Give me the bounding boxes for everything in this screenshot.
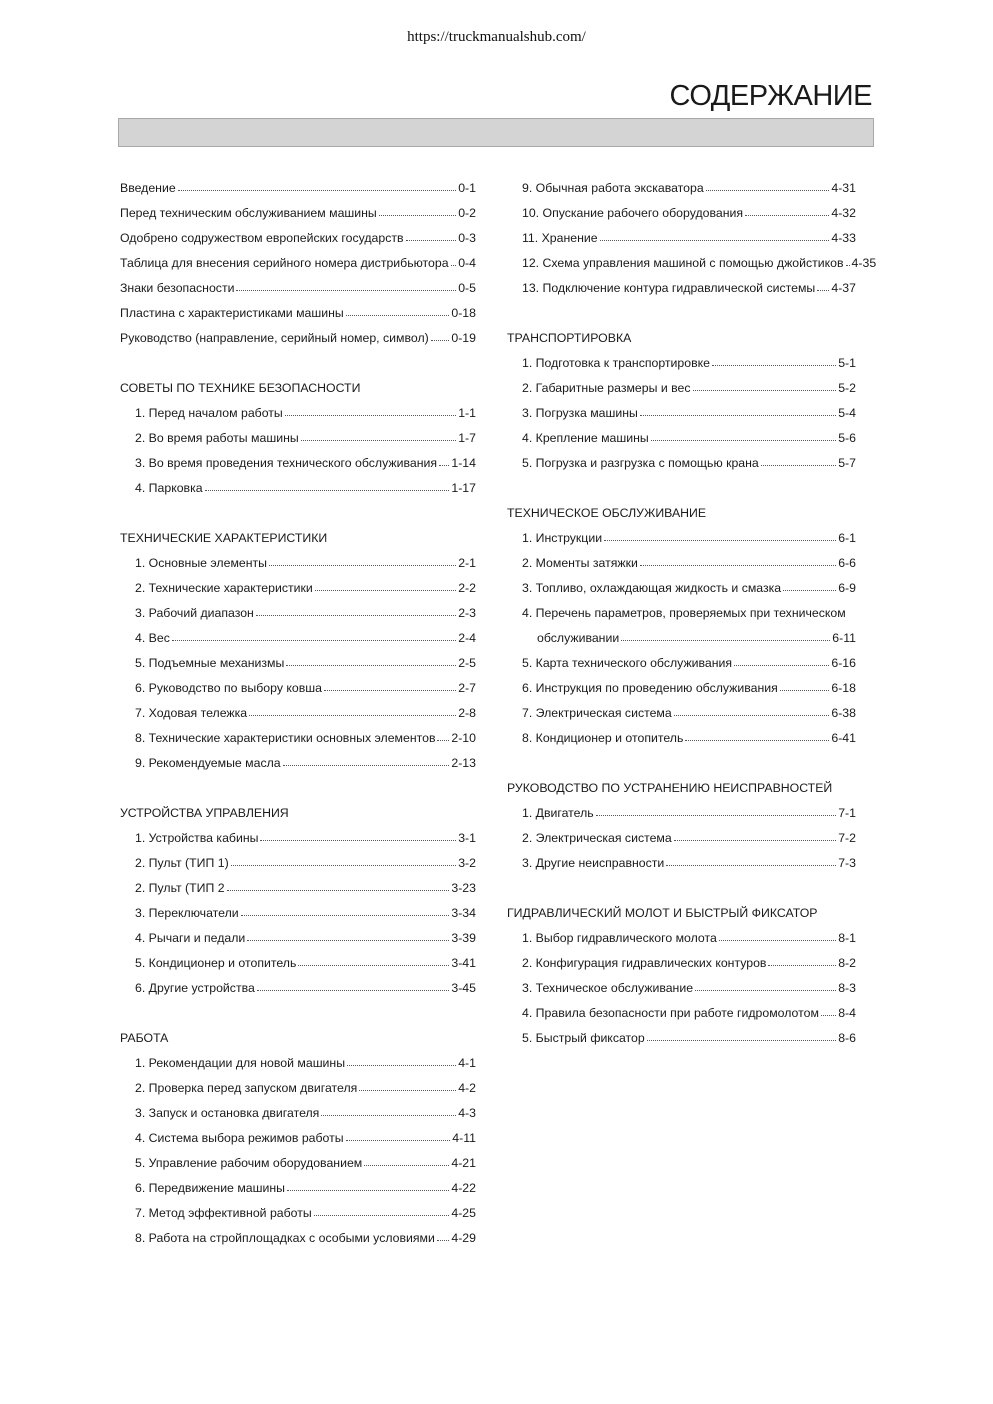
toc-entry[interactable] bbox=[507, 1001, 856, 1026]
toc-entry-label: 3. Погрузка машины bbox=[522, 406, 638, 420]
toc-page-number: 2-13 bbox=[451, 756, 476, 770]
toc-entry-label: 8. Кондиционер и отопитель bbox=[522, 731, 684, 745]
toc-page-number: 2-8 bbox=[458, 706, 476, 720]
toc-entry-label: Знаки безопасности bbox=[120, 281, 235, 295]
toc-entry[interactable] bbox=[507, 826, 856, 851]
toc-entry[interactable] bbox=[120, 901, 476, 926]
toc-entry-label: 4. Правила безопасности при работе гидромолотом bbox=[522, 1006, 819, 1020]
section-heading-label: ГИДРАВЛИЧЕСКИЙ МОЛОТ И БЫСТРЫЙ ФИКСАТОР bbox=[507, 906, 818, 920]
toc-page-number: 8-3 bbox=[838, 981, 856, 995]
toc-entry[interactable] bbox=[120, 876, 476, 901]
dot-leader bbox=[817, 290, 829, 291]
toc-page-number: 6-6 bbox=[838, 556, 856, 570]
toc-entry-label: 3. Запуск и остановка двигателя bbox=[135, 1106, 320, 1120]
toc-entry-label: 5. Погрузка и разгрузка с помощью крана bbox=[522, 456, 759, 470]
toc-entry[interactable] bbox=[120, 426, 476, 451]
dot-leader bbox=[761, 465, 836, 466]
toc-page-number: 4-2 bbox=[458, 1081, 476, 1095]
dot-leader bbox=[600, 240, 830, 241]
dot-leader bbox=[647, 1040, 837, 1041]
toc-entry[interactable] bbox=[507, 976, 856, 1001]
toc-entry-label: 4. Парковка bbox=[135, 481, 203, 495]
toc-page-number: 8-6 bbox=[838, 1031, 856, 1045]
toc-page-number: 3-41 bbox=[451, 956, 476, 970]
toc-entry[interactable] bbox=[120, 951, 476, 976]
toc-page-number: 5-6 bbox=[838, 431, 856, 445]
section-spacer bbox=[120, 1001, 476, 1026]
dot-leader bbox=[379, 215, 456, 216]
toc-page-number: 3-34 bbox=[451, 906, 476, 920]
toc-entry-label: 6. Передвижение машины bbox=[135, 1181, 285, 1195]
toc-entry[interactable] bbox=[120, 976, 476, 1001]
dot-leader bbox=[346, 1140, 451, 1141]
toc-entry[interactable] bbox=[507, 176, 856, 201]
dot-leader bbox=[651, 440, 836, 441]
toc-entry-label: 6. Другие устройства bbox=[135, 981, 255, 995]
dot-leader bbox=[256, 615, 456, 616]
toc-page-number: 6-9 bbox=[838, 581, 856, 595]
toc-entry[interactable] bbox=[507, 576, 856, 601]
toc-page-number: 6-1 bbox=[838, 531, 856, 545]
toc-entry[interactable] bbox=[120, 1126, 476, 1151]
toc-page-number: 8-2 bbox=[838, 956, 856, 970]
toc-entry-label: 10. Опускание рабочего оборудования bbox=[522, 206, 744, 220]
dot-leader bbox=[621, 640, 830, 641]
dot-leader bbox=[236, 290, 456, 291]
toc-entry-label: 9. Рекомендуемые масла bbox=[135, 756, 281, 770]
dot-leader bbox=[431, 340, 450, 341]
section-spacer bbox=[507, 876, 856, 901]
toc-entry-label: 2. Конфигурация гидравлических контуров bbox=[522, 956, 767, 970]
toc-entry-label: 2. Пульт (ТИП 2 bbox=[135, 881, 225, 895]
dot-leader bbox=[780, 690, 830, 691]
dot-leader bbox=[821, 1015, 836, 1016]
toc-page-number: 7-3 bbox=[838, 856, 856, 870]
section-heading-label: ТЕХНИЧЕСКОЕ ОБСЛУЖИВАНИЕ bbox=[507, 506, 707, 520]
toc-entry-label: 3. Во время проведения технического обслуживания bbox=[135, 456, 438, 470]
toc-entry[interactable] bbox=[507, 626, 856, 651]
toc-page-number: 0-19 bbox=[451, 331, 476, 345]
toc-entry-label: 4. Перечень параметров, проверяемых при техническом bbox=[522, 606, 846, 620]
dot-leader bbox=[324, 690, 456, 691]
toc-page-number: 7-1 bbox=[838, 806, 856, 820]
toc-entry-label: 1. Инструкции bbox=[522, 531, 603, 545]
toc-page-number: 2-4 bbox=[458, 631, 476, 645]
dot-leader bbox=[283, 765, 450, 766]
dot-leader bbox=[596, 815, 837, 816]
dot-leader bbox=[172, 640, 456, 641]
toc-page-number: 7-2 bbox=[838, 831, 856, 845]
dot-leader bbox=[359, 1090, 456, 1091]
dot-leader bbox=[347, 1065, 456, 1066]
toc-page-number: 3-23 bbox=[451, 881, 476, 895]
toc-entry[interactable] bbox=[507, 251, 877, 276]
dot-leader bbox=[178, 190, 457, 191]
toc-page-number: 3-1 bbox=[458, 831, 476, 845]
toc-page-number: 2-7 bbox=[458, 681, 476, 695]
dot-leader bbox=[406, 240, 457, 241]
toc-entry[interactable] bbox=[120, 601, 476, 626]
toc-entry[interactable] bbox=[120, 326, 476, 351]
toc-entry-label: 13. Подключение контура гидравлической системы bbox=[522, 281, 816, 295]
dot-leader bbox=[666, 865, 836, 866]
toc-entry-label: 2. Проверка перед запуском двигателя bbox=[135, 1081, 358, 1095]
toc-entry[interactable] bbox=[507, 351, 856, 376]
toc-entry[interactable] bbox=[120, 1076, 476, 1101]
toc-page-number: 4-35 bbox=[851, 256, 877, 270]
toc-entry[interactable] bbox=[120, 1226, 476, 1251]
toc-right-column bbox=[507, 176, 877, 1051]
toc-page-number: 8-4 bbox=[838, 1006, 856, 1020]
dot-leader bbox=[745, 215, 829, 216]
dot-leader bbox=[640, 415, 836, 416]
toc-page-number: 0-3 bbox=[458, 231, 476, 245]
toc-page-number: 5-1 bbox=[838, 356, 856, 370]
toc-page-number: 1-14 bbox=[451, 456, 476, 470]
toc-entry[interactable] bbox=[507, 676, 856, 701]
toc-left-column bbox=[120, 176, 476, 1251]
toc-page-number: 4-29 bbox=[451, 1231, 476, 1245]
dot-leader bbox=[437, 740, 449, 741]
toc-entry[interactable] bbox=[507, 651, 856, 676]
toc-entry-label: 1. Перед началом работы bbox=[135, 406, 283, 420]
toc-entry-label: 5. Карта технического обслуживания bbox=[522, 656, 733, 670]
toc-entry-label: Руководство (направление, серийный номер, символ) bbox=[120, 331, 429, 345]
toc-entry-label: 8. Технические характеристики основных элементов bbox=[135, 731, 436, 745]
toc-entry-label: 1. Рекомендации для новой машины bbox=[135, 1056, 346, 1070]
toc-section-heading[interactable] bbox=[120, 526, 476, 551]
toc-entry[interactable] bbox=[120, 301, 476, 326]
dot-leader bbox=[712, 365, 836, 366]
toc-entry-label: 3. Техническое обслуживание bbox=[522, 981, 694, 995]
toc-entry[interactable] bbox=[120, 226, 476, 251]
toc-page-number: 4-22 bbox=[451, 1181, 476, 1195]
toc-entry-label: обслуживании bbox=[537, 631, 620, 645]
dot-leader bbox=[286, 665, 456, 666]
toc-entry-label: 7. Метод эффективной работы bbox=[135, 1206, 312, 1220]
dot-leader bbox=[249, 715, 456, 716]
toc-entry[interactable] bbox=[120, 626, 476, 651]
toc-entry-label: 5. Кондиционер и отопитель bbox=[135, 956, 297, 970]
toc-entry-label: 7. Ходовая тележка bbox=[135, 706, 248, 720]
toc-entry[interactable] bbox=[120, 751, 476, 776]
dot-leader bbox=[719, 940, 836, 941]
toc-entry-label: 11. Хранение bbox=[522, 231, 598, 245]
toc-page-number: 0-2 bbox=[458, 206, 476, 220]
toc-page-number: 3-2 bbox=[458, 856, 476, 870]
toc-entry[interactable] bbox=[120, 476, 476, 501]
dot-leader bbox=[674, 840, 836, 841]
toc-section-heading[interactable] bbox=[507, 501, 856, 526]
toc-entry-label: 4. Вес bbox=[135, 631, 170, 645]
source-url[interactable]: https://truckmanualshub.com/ bbox=[407, 29, 586, 45]
toc-page-number: 6-38 bbox=[831, 706, 856, 720]
toc-page-number: 4-3 bbox=[458, 1106, 476, 1120]
toc-section-heading[interactable] bbox=[507, 326, 856, 351]
section-heading-label: СОВЕТЫ ПО ТЕХНИКЕ БЕЗОПАСНОСТИ bbox=[120, 381, 361, 395]
section-spacer bbox=[507, 751, 856, 776]
page-title: СОДЕРЖАНИЕ bbox=[669, 80, 872, 112]
dot-leader bbox=[768, 965, 836, 966]
toc-page-number: 4-33 bbox=[831, 231, 856, 245]
section-spacer bbox=[507, 476, 856, 501]
dot-leader bbox=[695, 990, 836, 991]
dot-leader bbox=[247, 940, 449, 941]
dot-leader bbox=[314, 1215, 450, 1216]
dot-leader bbox=[301, 440, 457, 441]
toc-entry-label: 12. Схема управления машиной с помощью джойстиков bbox=[522, 256, 844, 270]
toc-entry[interactable] bbox=[120, 451, 476, 476]
toc-entry[interactable] bbox=[120, 201, 476, 226]
dot-leader bbox=[640, 565, 836, 566]
toc-entry-label: 3. Другие неисправности bbox=[522, 856, 665, 870]
toc-page-number: 4-37 bbox=[831, 281, 856, 295]
dot-leader bbox=[706, 190, 830, 191]
toc-entry-label: 2. Моменты затяжки bbox=[522, 556, 638, 570]
toc-entry[interactable] bbox=[120, 926, 476, 951]
dot-leader bbox=[783, 590, 836, 591]
toc-entry[interactable] bbox=[120, 176, 476, 201]
dot-leader bbox=[364, 1165, 449, 1166]
toc-section-heading[interactable] bbox=[507, 901, 856, 926]
toc-page-number: 5-7 bbox=[838, 456, 856, 470]
toc-entry-label: 3. Топливо, охлаждающая жидкость и смазка bbox=[522, 581, 782, 595]
toc-entry-label: 1. Устройства кабины bbox=[135, 831, 259, 845]
toc-page-number: 8-1 bbox=[838, 931, 856, 945]
title-underline-bar bbox=[118, 118, 874, 147]
toc-entry[interactable] bbox=[507, 851, 856, 876]
toc-entry[interactable] bbox=[120, 826, 476, 851]
toc-page-number: 6-41 bbox=[831, 731, 856, 745]
toc-entry[interactable] bbox=[120, 851, 476, 876]
toc-entry-label: Таблица для внесения серийного номера дистрибьютора bbox=[120, 256, 449, 270]
toc-entry-label: 4. Система выбора режимов работы bbox=[135, 1131, 344, 1145]
toc-entry[interactable] bbox=[120, 651, 476, 676]
toc-page-number: 2-2 bbox=[458, 581, 476, 595]
toc-entry[interactable] bbox=[120, 701, 476, 726]
toc-entry[interactable] bbox=[507, 401, 856, 426]
toc-page-number: 3-39 bbox=[451, 931, 476, 945]
section-spacer bbox=[507, 301, 856, 326]
toc-entry-label: 5. Подъемные механизмы bbox=[135, 656, 285, 670]
toc-page-number: 3-45 bbox=[451, 981, 476, 995]
toc-entry-label: 1. Основные элементы bbox=[135, 556, 268, 570]
toc-entry-label: 3. Переключатели bbox=[135, 906, 239, 920]
toc-entry[interactable] bbox=[120, 1151, 476, 1176]
section-heading-label: ТЕХНИЧЕСКИЕ ХАРАКТЕРИСТИКИ bbox=[120, 531, 328, 545]
toc-entry[interactable] bbox=[507, 451, 856, 476]
toc-entry-label: 1. Выбор гидравлического молота bbox=[522, 931, 717, 945]
toc-page-number: 5-2 bbox=[838, 381, 856, 395]
toc-entry[interactable] bbox=[120, 251, 476, 276]
dot-leader bbox=[257, 990, 450, 991]
toc-entry[interactable] bbox=[507, 226, 856, 251]
section-spacer bbox=[120, 776, 476, 801]
toc-entry-label: 8. Работа на стройплощадках с особыми условиями bbox=[135, 1231, 435, 1245]
toc-page-number: 6-18 bbox=[831, 681, 856, 695]
dot-leader bbox=[437, 1240, 449, 1241]
dot-leader bbox=[231, 865, 457, 866]
dot-leader bbox=[269, 565, 456, 566]
dot-leader bbox=[241, 915, 450, 916]
toc-entry[interactable] bbox=[507, 276, 856, 301]
section-spacer bbox=[120, 501, 476, 526]
dot-leader bbox=[298, 965, 449, 966]
dot-leader bbox=[205, 490, 450, 491]
toc-entry-label: 2. Во время работы машины bbox=[135, 431, 299, 445]
dot-leader bbox=[346, 315, 450, 316]
toc-page-number: 1-1 bbox=[458, 406, 476, 420]
toc-entry-label: Одобрено содружеством европейских государств bbox=[120, 231, 404, 245]
toc-page-number: 0-5 bbox=[458, 281, 476, 295]
toc-page-number: 1-17 bbox=[451, 481, 476, 495]
toc-entry-label: 5. Управление рабочим оборудованием bbox=[135, 1156, 363, 1170]
toc-page-number: 6-11 bbox=[832, 631, 856, 645]
toc-entry[interactable] bbox=[120, 1201, 476, 1226]
toc-entry-label: 6. Руководство по выбору ковша bbox=[135, 681, 322, 695]
dot-leader bbox=[439, 465, 449, 466]
toc-page-number: 2-1 bbox=[458, 556, 476, 570]
toc-entry[interactable] bbox=[507, 726, 856, 751]
toc-entry[interactable] bbox=[120, 276, 476, 301]
dot-leader bbox=[693, 390, 837, 391]
toc-entry-label: 4. Крепление машины bbox=[522, 431, 649, 445]
toc-section-heading[interactable] bbox=[507, 776, 856, 801]
toc-entry-label: 1. Двигатель bbox=[522, 806, 594, 820]
toc-page-number: 4-1 bbox=[458, 1056, 476, 1070]
toc-page-number: 2-3 bbox=[458, 606, 476, 620]
toc-page-number: 4-21 bbox=[451, 1156, 476, 1170]
dot-leader bbox=[260, 840, 456, 841]
toc-entry[interactable] bbox=[120, 1051, 476, 1076]
toc-page-number: 0-1 bbox=[458, 181, 476, 195]
toc-entry[interactable] bbox=[507, 1026, 856, 1051]
section-heading-label: УСТРОЙСТВА УПРАВЛЕНИЯ bbox=[120, 806, 289, 820]
toc-entry[interactable] bbox=[507, 926, 856, 951]
toc-page-number: 0-18 bbox=[451, 306, 476, 320]
toc-entry[interactable] bbox=[507, 951, 856, 976]
toc-entry[interactable] bbox=[507, 601, 856, 626]
toc-entry-label: 2. Габаритные размеры и вес bbox=[522, 381, 691, 395]
toc-entry-label: 5. Быстрый фиксатор bbox=[522, 1031, 645, 1045]
dot-leader bbox=[734, 665, 829, 666]
toc-page-number: 2-10 bbox=[451, 731, 476, 745]
toc-entry-label: 2. Электрическая система bbox=[522, 831, 672, 845]
toc-entry[interactable] bbox=[120, 726, 476, 751]
toc-entry-label: Пластина с характеристиками машины bbox=[120, 306, 344, 320]
toc-section-heading[interactable] bbox=[120, 376, 476, 401]
toc-entry[interactable] bbox=[120, 551, 476, 576]
toc-entry[interactable] bbox=[120, 1176, 476, 1201]
toc-page-number: 0-4 bbox=[458, 256, 476, 270]
toc-section-heading[interactable] bbox=[120, 801, 476, 826]
section-heading-label: РУКОВОДСТВО ПО УСТРАНЕНИЮ НЕИСПРАВНОСТЕЙ bbox=[507, 781, 833, 795]
dot-leader bbox=[227, 890, 450, 891]
toc-entry-label: 7. Электрическая система bbox=[522, 706, 672, 720]
dot-leader bbox=[287, 1190, 449, 1191]
toc-entry[interactable] bbox=[120, 676, 476, 701]
toc-entry[interactable] bbox=[507, 426, 856, 451]
toc-entry[interactable] bbox=[507, 526, 856, 551]
dot-leader bbox=[604, 540, 836, 541]
dot-leader bbox=[285, 415, 456, 416]
toc-entry-label: 1. Подготовка к транспортировке bbox=[522, 356, 710, 370]
toc-entry-label: 4. Рычаги и педали bbox=[135, 931, 246, 945]
section-spacer bbox=[120, 351, 476, 376]
toc-page-number: 4-25 bbox=[451, 1206, 476, 1220]
toc-page-number: 2-5 bbox=[458, 656, 476, 670]
toc-entry-label: 2. Пульт (ТИП 1) bbox=[135, 856, 229, 870]
toc-page-number: 4-11 bbox=[452, 1131, 476, 1145]
toc-entry[interactable] bbox=[507, 376, 856, 401]
dot-leader bbox=[315, 590, 456, 591]
toc-entry-label: Введение bbox=[120, 181, 176, 195]
toc-entry[interactable] bbox=[120, 401, 476, 426]
section-heading-label: ТРАНСПОРТИРОВКА bbox=[507, 331, 632, 345]
toc-entry[interactable] bbox=[120, 1101, 476, 1126]
toc-page-number: 5-4 bbox=[838, 406, 856, 420]
toc-section-heading[interactable] bbox=[120, 1026, 476, 1051]
toc-entry-label: 3. Рабочий диапазон bbox=[135, 606, 254, 620]
toc-entry-label: Перед техническим обслуживанием машины bbox=[120, 206, 377, 220]
toc-entry-label: 6. Инструкция по проведению обслуживания bbox=[522, 681, 778, 695]
toc-entry[interactable] bbox=[120, 576, 476, 601]
toc-entry-label: 9. Обычная работа экскаватора bbox=[522, 181, 704, 195]
toc-entry[interactable] bbox=[507, 801, 856, 826]
dot-leader bbox=[685, 740, 829, 741]
dot-leader bbox=[674, 715, 830, 716]
toc-page-number: 6-16 bbox=[831, 656, 856, 670]
section-heading-label: РАБОТА bbox=[120, 1031, 169, 1045]
dot-leader bbox=[321, 1115, 456, 1116]
toc-page-number: 4-32 bbox=[831, 206, 856, 220]
toc-page-number: 1-7 bbox=[458, 431, 476, 445]
toc-entry-label: 2. Технические характеристики bbox=[135, 581, 313, 595]
toc-page-number: 4-31 bbox=[831, 181, 856, 195]
toc-entry[interactable] bbox=[507, 701, 856, 726]
toc-entry[interactable] bbox=[507, 201, 856, 226]
toc-entry[interactable] bbox=[507, 551, 856, 576]
